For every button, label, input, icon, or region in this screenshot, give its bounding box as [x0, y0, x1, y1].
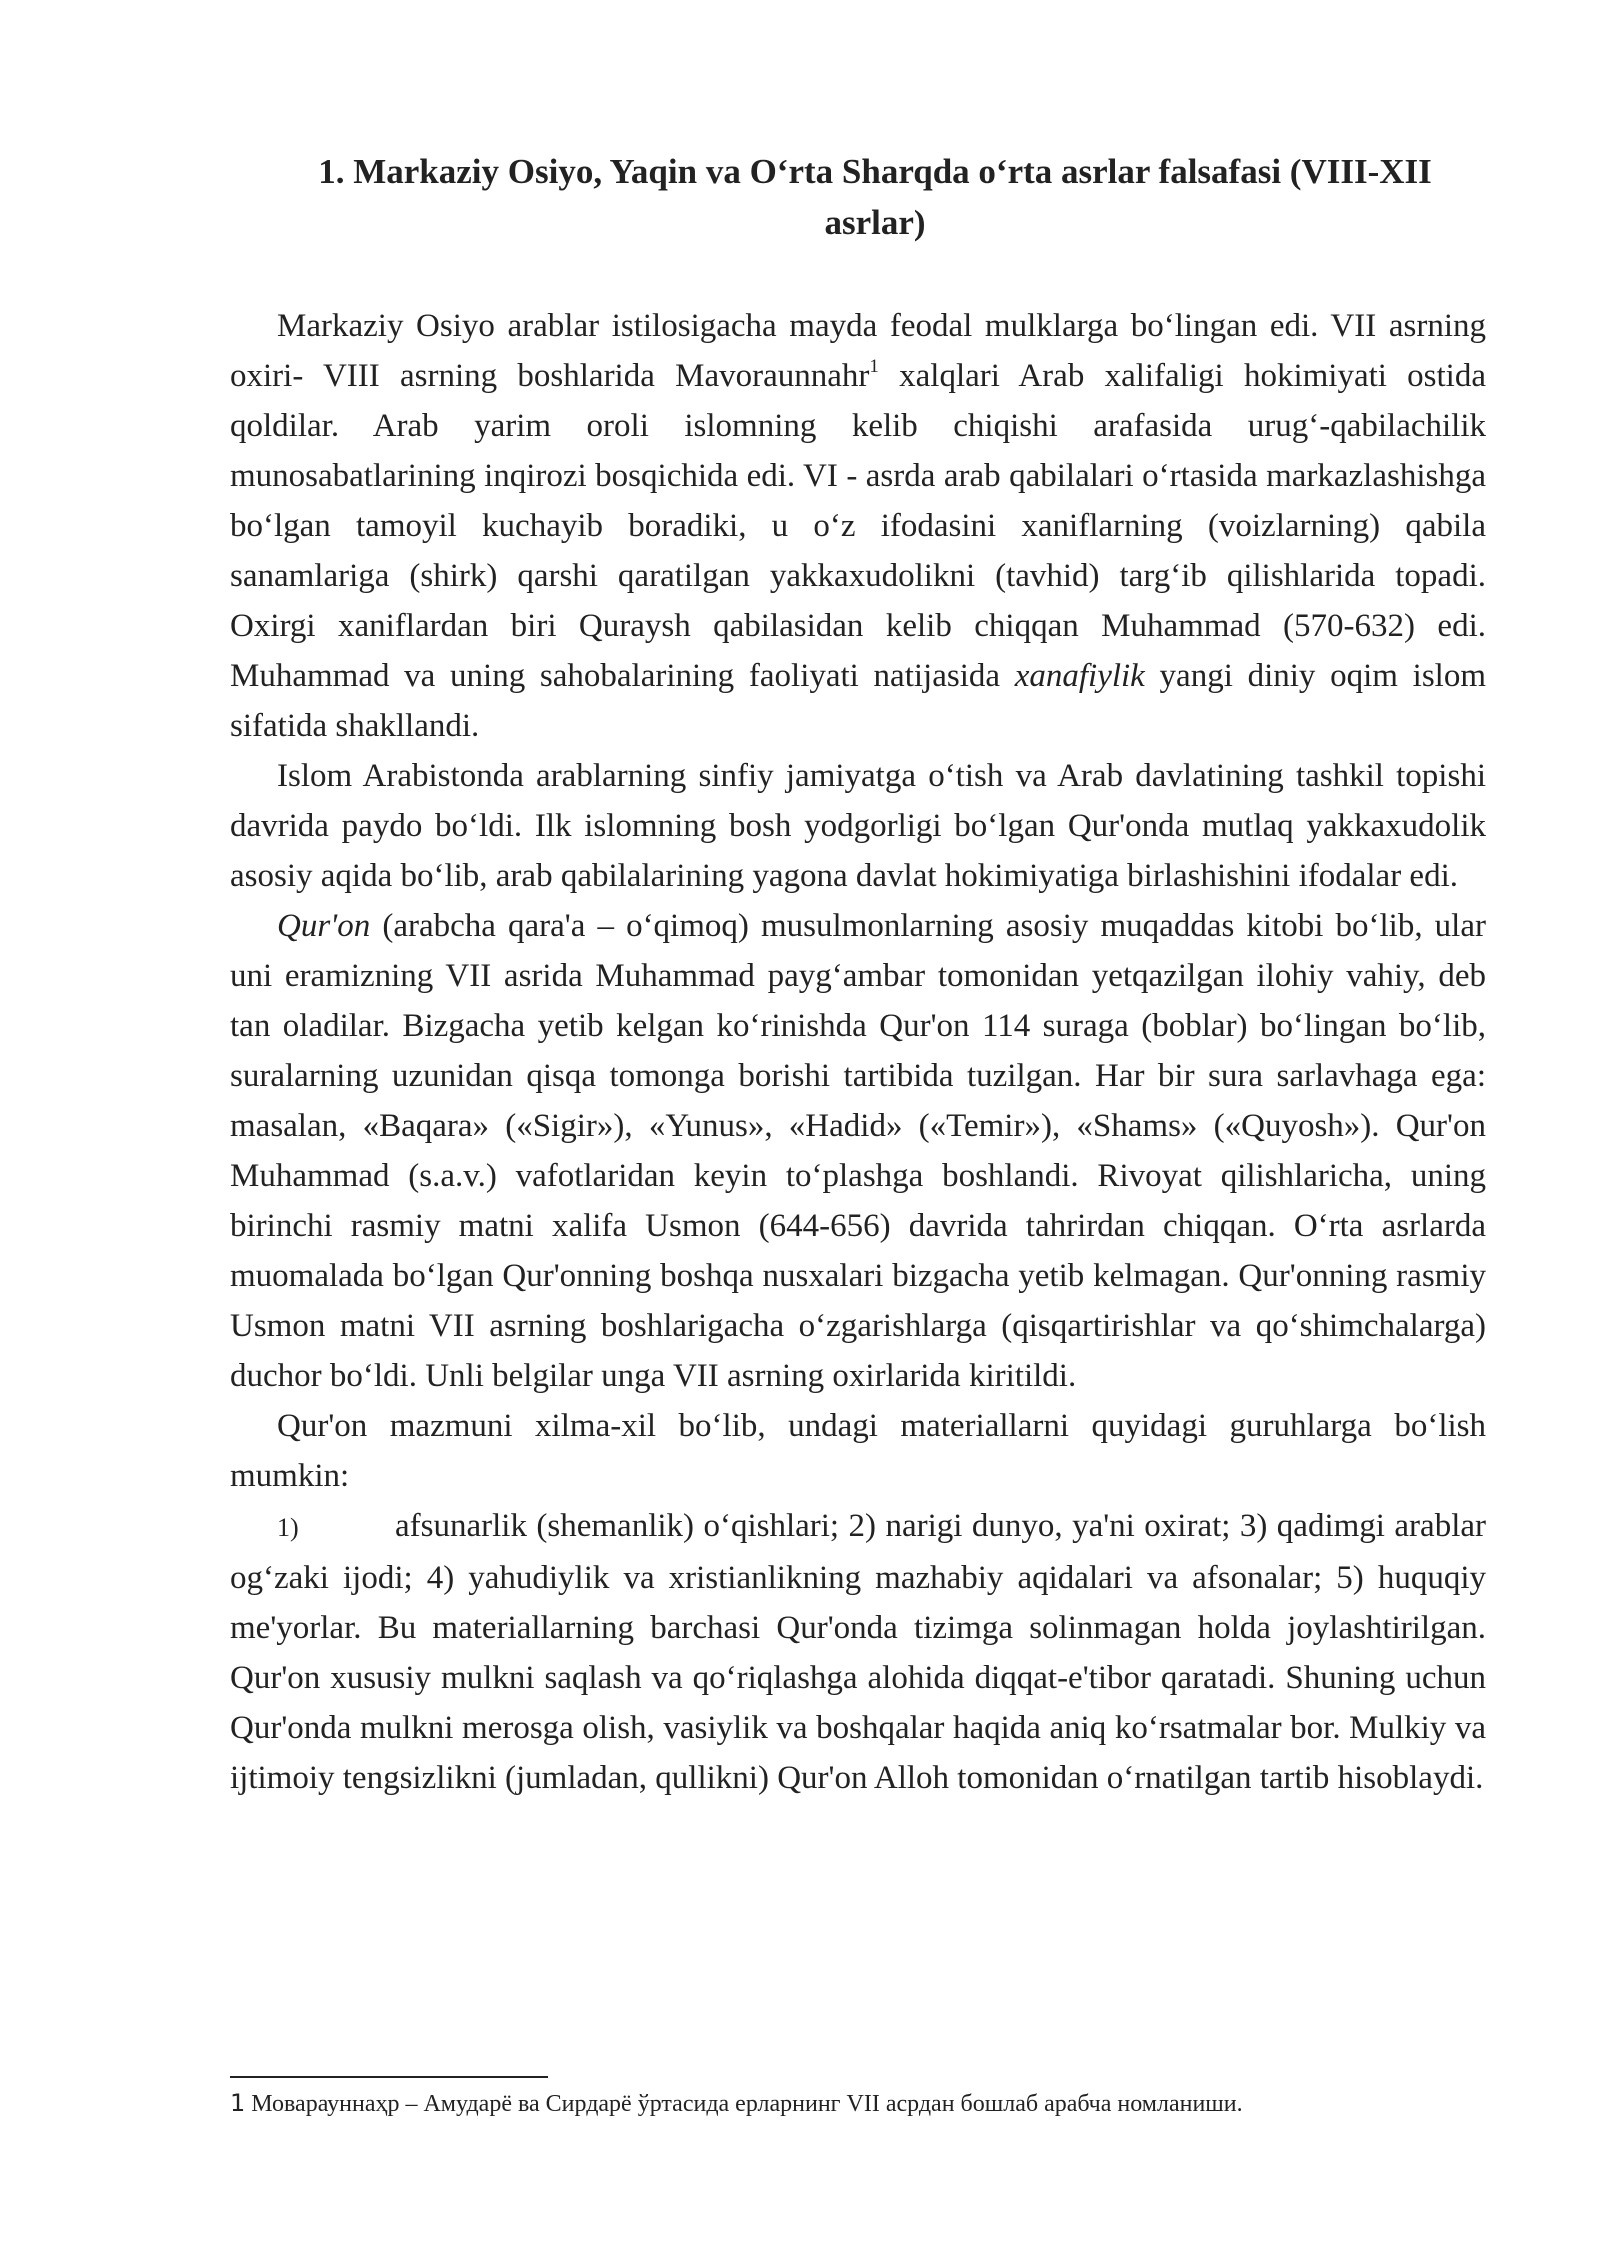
list-item-1-text: afsunarlik (shemanlik) o‘qishlari; 2) narigi dunyo, ya'ni oxirat; 3) qadimgi arablar og‘zaki ijodi; 4) yahudiylik va xristianlikning mazhabiy aqidalari va afsonalar; 5) huquqiy me'yorlar. Bu materiallarning barchasi Qur'onda tizimga solinmagan holda joylashtirilgan. Qur'on xususiy mulkni saqlash va qo‘riqlashga alohida diqqat-e'tibor qaratadi. Shuning uchun Qur'onda mulkni merosga olish, vasiylik va boshqalar haqida aniq ko‘rsatmalar bor. Mulkiy va ijtimoiy tengsizlikni (jumladan, qullikni) Qur'on Alloh tomonidan o‘rnatilgan tartib hisoblaydi. — [230, 1508, 1486, 1796]
list-item-1 — [230, 1501, 1486, 1803]
footnote-reference[interactable]: 1 — [869, 356, 879, 377]
list-number: 1) — [277, 1513, 299, 1542]
footnote-text: Моварауннаҳр – Амударё ва Сирдарё ўртасида ерларнинг VII асрдан бошлаб арабча номланиши. — [245, 2091, 1243, 2117]
paragraph-3 — [230, 901, 1486, 1401]
footnote-separator — [230, 2076, 548, 2078]
footnote — [230, 2087, 1486, 2120]
paragraph-1-text-a: Markaziy Osiyo arablar istilosigacha mayda feodal mulklarga bo‘lingan edi. VII asrning oxiri- VIII asrning boshlarida Mavoraunnahr — [230, 308, 1486, 394]
paragraph-4: Qur'on mazmuni xilma-xil bo‘lib, undagi materiallarni quyidagi guruhlarga bo‘lish mumkin: — [230, 1408, 1486, 1494]
paragraph-2: Islom Arabistonda arablarning sinfiy jamiyatga o‘tish va Arab davlatining tashkil topishi davrida paydo bo‘ldi. Ilk islomning bosh yodgorligi bo‘lgan Qur'onda mutlaq yakkaxudolik asosiy aqida bo‘lib, arab qabilalarining yagona davlat hokimiyatiga birlashishini ifodalar edi. — [230, 758, 1486, 894]
section-title: 1. Markaziy Osiyo, Yaqin va O‘rta Sharqda o‘rta asrlar falsafasi (VIII-XII asrlar) — [318, 152, 1432, 242]
paragraph-1-italic-term: xanafiylik — [1014, 658, 1145, 694]
paragraph-1-text-b: xalqlari Arab xalifaligi hokimiyati ostida qoldilar. Arab yarim oroli islomning kelib chiqishi arafasida urug‘-qabilachilik munosabatlarining inqirozi bosqichida edi. VI - asrda arab qabilalari o‘rtasida markazlashishga bo‘lgan tamoyil kuchayib boradiki, u o‘z ifodasini xaniflarning (voizlarning) qabila sanamlariga (shirk) qarshi qaratilgan yakkaxudolikni (tavhid) targ‘ib qilishlarida topadi. Oxirgi xaniflardan biri Quraysh qabilasidan kelib chiqqan Muhammad (570-632) edi. Muhammad va uning sahobalarining faoliyati natijasida — [230, 358, 1486, 694]
paragraph-1-text-c: yangi diniy oqim islom sifatida shakllandi. — [230, 658, 1486, 744]
paragraph-1 — [230, 301, 1486, 751]
paragraph-3-italic-term: Qur'on — [277, 908, 371, 944]
body-text — [230, 301, 1486, 1803]
footnote-number: 1 — [230, 2089, 246, 2117]
paragraph-3-text: (arabcha qara'a – o‘qimoq) musulmonlarning asosiy muqaddas kitobi bo‘lib, ular uni eramizning VII asrida Muhammad payg‘ambar tomonidan yetqazilgan ilohiy vahiy, deb tan oladilar. Bizgacha yetib kelgan ko‘rinishda Qur'on 114 suraga (boblar) bo‘lingan bo‘lib, suralarning uzunidan qisqa tomonga borishi tartibida tuzilgan. Har bir sura sarlavhaga ega: masalan, «Baqara» («Sigir»), «Yunus», «Hadid» («Temir»), «Shams» («Quyosh»). Qur'on Muhammad (s.a.v.) vafotlaridan keyin to‘plashga boshlandi. Rivoyat qilishlaricha, uning birinchi rasmiy matni xalifa Usmon (644-656) davrida tahrirdan chiqqan. O‘rta asrlarda muomalada bo‘lgan Qur'onning boshqa nusxalari bizgacha yetib kelmagan. Qur'onning rasmiy Usmon matni VII asrning boshlarigacha o‘zgarishlarga (qisqartirishlar va qo‘shimchalarga) duchor bo‘ldi. Unli belgilar unga VII asrning oxirlarida kiritildi. — [230, 908, 1486, 1394]
